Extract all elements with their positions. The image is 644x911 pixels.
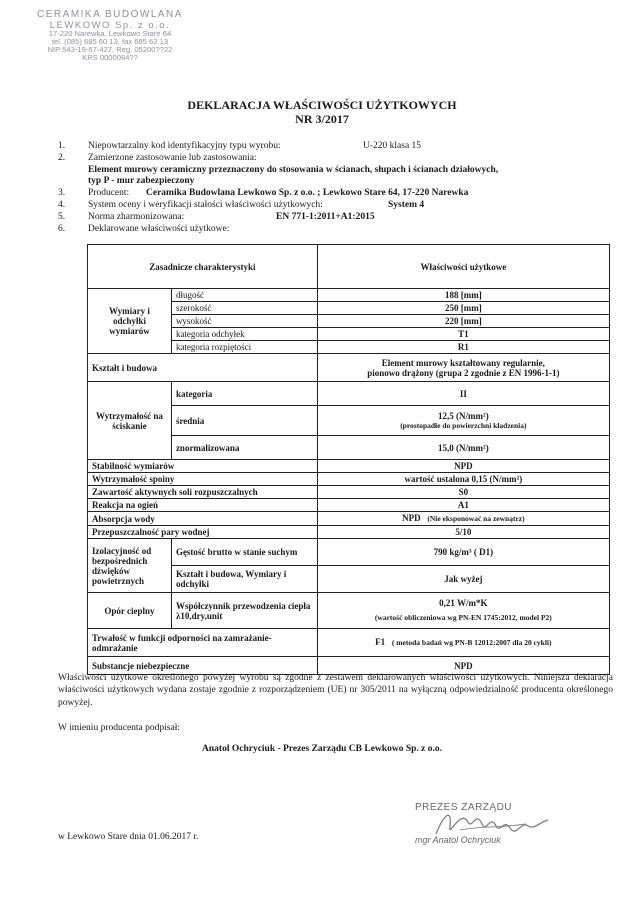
table-row (88, 499, 610, 512)
president-stamp-title: PREZES ZARZĄDU (415, 802, 513, 813)
shape-value-line1: Element murowy kształtowany regularnie, (381, 357, 545, 368)
item-4 (58, 200, 628, 212)
stamp-address: 17-220 Narewka, Lewkowo Stare 64 (48, 29, 172, 39)
table-row (88, 593, 610, 629)
president-stamp-name: mgr Anatol Ochryciuk (415, 835, 501, 845)
shape-value-line2: pionowo drążony (grupa 2 zgodnie z EN 1996-1-1) (367, 367, 560, 378)
item-6 (58, 224, 628, 236)
row-note: (Nie eksponować na zewnątrz) (427, 514, 525, 523)
dims-label: szerokość (171, 302, 317, 315)
row-value-cell (317, 512, 609, 526)
item-3 (58, 188, 628, 200)
item-number: 1. (58, 141, 66, 151)
dims-value: 188 [mm] (317, 289, 609, 302)
title-line1: DEKLARACJA WŁAŚCIWOŚCI UŻYTKOWYCH (187, 98, 457, 112)
item-label: Zamierzone zastosowanie lub zastosowania: (88, 152, 257, 163)
conformity-paragraph: Właściwości użytkowe określonego powyżej wyrobu są zgodne z zestawem deklarowanych właściwości użytkowych. Niniejsza deklaracja właściwości użytkowych wydana zostaje zgodnie z rozporządzeniem (UE) nr 305/2011 na wyłączną odpowiedzialność producenta określonego powyżej. (58, 673, 613, 708)
stamp-krs: KRS 0000084?? (82, 53, 138, 63)
table-row (88, 354, 610, 382)
declaration-items (58, 141, 628, 235)
item-2 (58, 153, 628, 165)
hazard-value: NPD (317, 657, 609, 675)
row-value: S0 (317, 486, 609, 499)
item-5 (58, 212, 628, 224)
freeze-note: ( metoda badań wg PN-B 12012:2007 dla 20 cykli) (391, 638, 552, 647)
compress-label: średnia (171, 406, 317, 436)
thermal-group-label: Opór cieplny (88, 593, 172, 629)
thermal-label: Współczynnik przewodzenia ciepła λ10,dry,unit (171, 593, 317, 629)
compress-label: znormalizowana (171, 436, 317, 460)
thermal-note: (wartość obliczeniowa wg PN-EN 1745:2012, model P2) (374, 613, 552, 622)
item-2-value-line1: Element murowy ceramiczny przeznaczony do stosowania w ścianach, słupach i ścianach działowych, (88, 164, 499, 175)
signatory-name: Anatol Ochryciuk - Prezes Zarządu CB Lewkowo Sp. z o.o. (202, 744, 442, 754)
document-title (0, 98, 644, 126)
shape-value (317, 354, 609, 382)
acoustic-label: Gęstość brutto w stanie suchym (171, 539, 317, 566)
item-number: 3. (58, 188, 66, 199)
item-2-value-line2: typ P - mur zabezpieczony (88, 176, 195, 187)
table-row (88, 526, 610, 539)
dims-label: kategoria rozpiętości (171, 341, 317, 354)
row-label: Wytrzymałość spoiny (88, 473, 318, 486)
item-label: Niepowtarzalny kod identyfikacyjny typu wyrobu: (88, 141, 281, 151)
table-row (88, 629, 610, 657)
item-value: EN 771-1:2011+A1:2015 (276, 211, 375, 222)
item-1 (58, 141, 628, 153)
table-row (88, 473, 610, 486)
shape-label: Kształt i budowa (88, 354, 318, 382)
item-value: Ceramika Budowlana Lewkowo Sp. z o.o. ; Lewkowo Stare 64, 17-220 Narewka (146, 188, 469, 199)
row-label: Absorpcja wody (88, 512, 318, 526)
item-label: Norma zharmonizowana: (88, 211, 185, 222)
table-row (88, 512, 610, 526)
item-number: 2. (58, 152, 66, 163)
row-label: Zawartość aktywnych soli rozpuszczalnych (88, 486, 318, 499)
table-row (88, 539, 610, 566)
compress-value: 12,5 (N/mm²) (438, 410, 489, 421)
compress-label: kategoria (171, 382, 317, 406)
freeze-value: F1 (375, 637, 386, 647)
dims-value: T1 (317, 328, 609, 341)
item-value: U-220 klasa 15 (363, 141, 422, 151)
item-number: 6. (58, 223, 66, 234)
item-number: 4. (58, 199, 66, 210)
dims-label: wysokość (171, 315, 317, 328)
dims-label: kategoria odchyłek (171, 328, 317, 341)
table-row (88, 460, 610, 473)
row-label: Stabilność wymiarów (88, 460, 318, 473)
row-label: Przepuszczalność pary wodnej (88, 526, 318, 539)
acoustic-value: 790 kg/m³ ( D1) (317, 539, 609, 566)
handwritten-signature (430, 800, 560, 850)
properties-table (87, 244, 610, 675)
stamp-phone: tel. (085) 685 60 13, fax 685 62 13 (51, 37, 169, 47)
row-value: NPD (317, 460, 609, 473)
compress-value-cell (317, 406, 609, 436)
compress-group-label: Wytrzymałość na ściskanie (88, 382, 172, 460)
dims-label: długość (171, 289, 317, 302)
row-value: NPD (402, 513, 421, 523)
row-value: A1 (317, 499, 609, 512)
item-label: System oceny i weryfikacji stałości właściwości użytkowych: (88, 199, 323, 210)
hazard-label: Substancje niebezpieczne (88, 657, 318, 675)
title-number: NR 3/2017 (295, 112, 349, 126)
stamp-nip: NIP 543-19-67-427, Reg. 05200??22 (47, 45, 173, 55)
thermal-value-cell (317, 593, 609, 629)
compress-note: (prostopadłe do powierzchni kładzenia) (400, 420, 527, 430)
item-label: Producent: (88, 188, 130, 199)
dims-value: 220 [mm] (317, 315, 609, 328)
acoustic-group-label: Izolacyjność od bezpośrednich dźwięków powietrznych (88, 539, 172, 593)
item-number: 5. (58, 211, 66, 222)
freeze-value-cell (317, 629, 609, 657)
compress-value: 15,0 (N/mm²) (317, 436, 609, 460)
header-performance: Właściwości użytkowe (317, 245, 609, 289)
table-row (88, 382, 610, 406)
row-label: Reakcja na ogień (88, 499, 318, 512)
stamp-company-name-2: LEWKOWO Sp. z o.o. (49, 19, 171, 31)
compress-value: II (317, 382, 609, 406)
freeze-label: Trwałość w funkcji odporności na zamrażanie-odmrażanie (88, 629, 318, 657)
header-characteristics: Zasadnicze charakterystyki (88, 245, 318, 289)
table-header-row (88, 245, 610, 289)
company-stamp (30, 10, 190, 62)
item-value: System 4 (388, 199, 425, 210)
acoustic-label: Kształt i budowa, Wymiary i odchyłki (171, 566, 317, 593)
dims-value: R1 (317, 341, 609, 354)
dims-group-label: Wymiary i odchyłki wymiarów (88, 289, 172, 354)
dims-value: 250 [mm] (317, 302, 609, 315)
row-value: 5/10 (317, 526, 609, 539)
stamp-company-name: CERAMIKA BUDOWLANA (37, 9, 183, 20)
thermal-value: 0,21 W/m*K (439, 598, 488, 608)
table-row (88, 486, 610, 499)
table-row (88, 289, 610, 302)
item-label: Deklarowane właściwości użytkowe: (88, 223, 230, 234)
acoustic-value: Jak wyżej (317, 566, 609, 593)
place-and-date: w Lewkowo Stare dnia 01.06.2017 r. (58, 832, 199, 842)
signature-label: W imieniu producenta podpisał: (58, 723, 180, 733)
row-value: wartość ustalona 0,15 (N/mm²) (317, 473, 609, 486)
